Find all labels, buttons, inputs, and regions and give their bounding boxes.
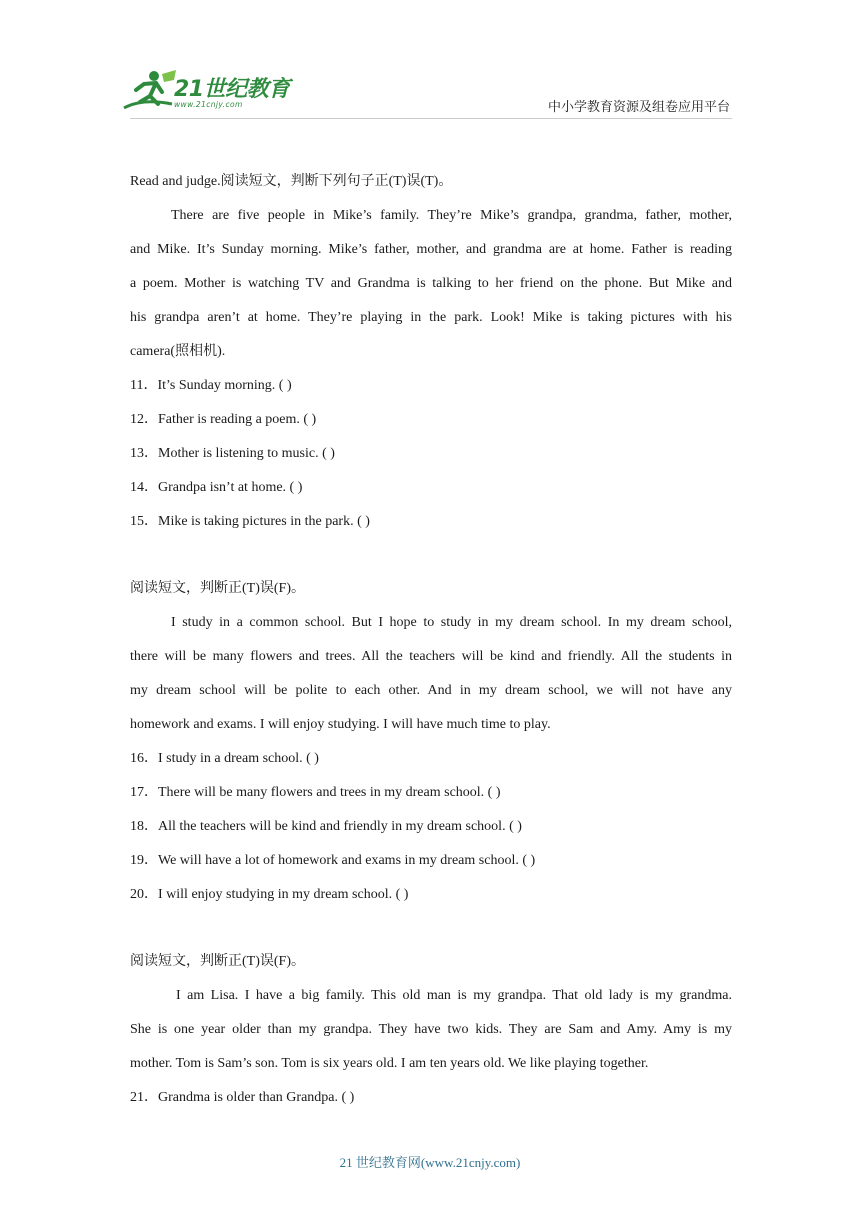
passage-line: homework and exams. I will enjoy studying. I will have much time to play. — [130, 717, 551, 732]
logo-url: www.21cnjy.com — [174, 100, 243, 109]
passage-line: She is one year older than my grandpa. They have two kids. They are Sam and Amy. Amy is my — [130, 1022, 732, 1037]
passage-line: there will be many flowers and trees. All the teachers will be kind and friendly. All the students in — [130, 649, 732, 664]
page-footer: 21 世纪教育网(www.21cnjy.com) — [339, 1155, 521, 1170]
passage-line: his grandpa aren’t at home. They’re playing in the park. Look! Mike is taking pictures with his — [130, 310, 732, 325]
section1-instruction: Read and judge.阅读短文，判断下列句子正(T)误(T)。 — [130, 174, 453, 189]
question-item: 16．I study in a dream school. ( ) — [130, 751, 319, 766]
question-item: 12．Father is reading a poem. ( ) — [130, 412, 317, 427]
logo-wordmark: 21世纪教育 — [174, 77, 290, 102]
header-divider — [130, 118, 732, 119]
passage-line: and Mike. It’s Sunday morning. Mike’s father, mother, and grandma are at home. Father is reading — [130, 242, 732, 257]
question-item: 11．It’s Sunday morning. ( ) — [130, 378, 292, 393]
passage-line: There are five people in Mike’s family. They’re Mike’s grandpa, grandma, father, mother, — [171, 208, 732, 223]
platform-name: 中小学教育资源及组卷应用平台 — [547, 99, 730, 114]
runner-icon — [122, 68, 178, 114]
question-item: 21．Grandma is older than Grandpa. ( ) — [130, 1090, 355, 1105]
question-item: 19．We will have a lot of homework and exams in my dream school. ( ) — [130, 853, 536, 868]
page-header — [0, 0, 860, 130]
section2-instruction: 阅读短文，判断正(T)误(F)。 — [130, 581, 305, 596]
document-body — [130, 168, 732, 1118]
question-item: 14．Grandpa isn’t at home. ( ) — [130, 480, 303, 495]
question-item: 15．Mike is taking pictures in the park. ( ) — [130, 514, 370, 529]
question-item: 17．There will be many flowers and trees in my dream school. ( ) — [130, 785, 501, 800]
passage-line: mother. Tom is Sam’s son. Tom is six years old. I am ten years old. We like playing together. — [130, 1056, 649, 1071]
passage-line: I study in a common school. But I hope to study in my dream school. In my dream school, — [171, 615, 732, 630]
section3-instruction: 阅读短文，判断正(T)误(F)。 — [130, 954, 305, 969]
question-item: 18．All the teachers will be kind and friendly in my dream school. ( ) — [130, 819, 522, 834]
passage-line: a poem. Mother is watching TV and Grandma is talking to her friend on the phone. But Mike and — [130, 276, 732, 291]
passage-line: I am Lisa. I have a big family. This old man is my grandpa. That old lady is my grandma. — [176, 988, 732, 1003]
brand-logo — [122, 68, 292, 116]
passage-line: my dream school will be polite to each other. And in my dream school, we will not have any — [130, 683, 732, 698]
question-item: 20．I will enjoy studying in my dream school. ( ) — [130, 887, 409, 902]
question-item: 13．Mother is listening to music. ( ) — [130, 446, 335, 461]
passage-line: camera(照相机). — [130, 344, 226, 359]
